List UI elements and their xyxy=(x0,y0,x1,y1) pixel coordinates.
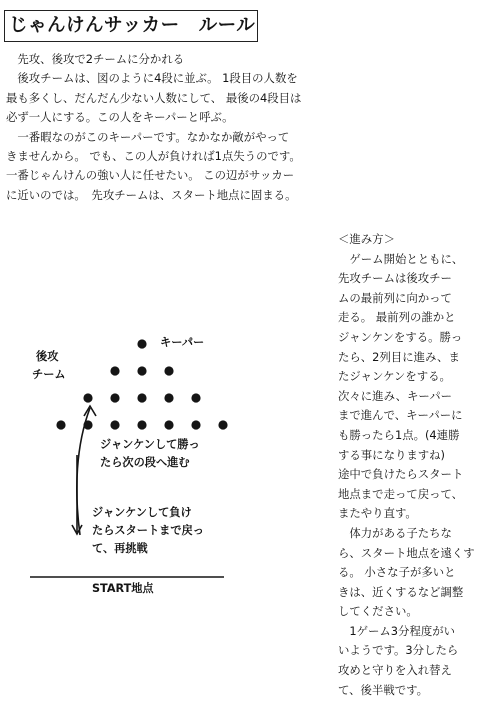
side-line: ゲーム開始とともに、 xyxy=(338,251,464,266)
lose-instruction-line-1: ジャンケンして負け xyxy=(92,506,192,519)
side-line: 攻めと守りを入れ替え xyxy=(338,663,452,678)
side-line: いようです。3分したら xyxy=(338,643,459,658)
side-line: きは、近くするなど調整 xyxy=(338,584,464,599)
player-dot xyxy=(110,366,119,375)
intro-text xyxy=(6,50,328,205)
side-line: ムの最前列に向かって xyxy=(338,290,452,305)
intro-line: 先攻、後攻で2チームに分かれる xyxy=(6,52,185,66)
lose-instruction-line-2: たらスタートまで戻っ xyxy=(92,524,204,537)
intro-line: 一番じゃんけんの強い人に任せたい。 この辺がサッカー xyxy=(6,168,295,183)
intro-line: きませんから。 でも、この人が負ければ1点失うのです。 xyxy=(6,149,301,164)
player-dot xyxy=(110,420,119,429)
side-line: 地点まで走って戻って、 xyxy=(338,486,464,501)
team-label-line-1: 後攻 xyxy=(36,350,59,363)
side-line: まで進んで、キーパーに xyxy=(338,408,463,423)
player-dot xyxy=(83,393,92,402)
player-dot xyxy=(191,420,200,429)
side-line: またやり直す。 xyxy=(338,506,417,521)
how-to-play-text xyxy=(338,230,478,700)
win-instruction-line-1: ジャンケンして勝っ xyxy=(100,438,200,451)
side-line: たら、2列目に進み、ま xyxy=(338,349,460,364)
side-line: ら、スタート地点を遠くす xyxy=(338,545,475,560)
player-dot xyxy=(191,393,200,402)
player-dot xyxy=(137,420,146,429)
side-line: たジャンケンをする。 xyxy=(338,369,451,384)
side-line: する事になりますね) xyxy=(338,447,445,462)
side-line: 体力がある子たちな xyxy=(338,525,452,540)
side-line: る。 小さな子が多いと xyxy=(338,565,456,580)
advance-arrowhead xyxy=(84,406,96,416)
intro-line: 後攻チームは、図のように4段に並ぶ。 1段目の人数を xyxy=(6,71,298,86)
intro-line: 必ず一人にする。この人をキーパーと呼ぶ。 xyxy=(6,110,234,125)
player-dot xyxy=(137,366,146,375)
player-dot xyxy=(56,420,65,429)
intro-line: 一番暇なのがこのキーパーです。なかなか敵がやって xyxy=(6,129,290,144)
win-instruction-line-2: たら次の段へ進む xyxy=(100,456,190,469)
team-label-line-2: チーム xyxy=(32,368,66,381)
keeper-dot xyxy=(137,339,146,348)
player-dot xyxy=(164,393,173,402)
player-dot xyxy=(164,420,173,429)
player-dot xyxy=(137,393,146,402)
player-dots xyxy=(56,339,227,429)
player-dot xyxy=(164,366,173,375)
intro-line: に近いのでは。 先攻チームは、スタート地点に固まる。 xyxy=(6,187,297,202)
keeper-label: キーパー xyxy=(160,336,205,349)
lose-instruction-line-3: て、再挑戦 xyxy=(92,542,148,555)
side-line: ジャンケンをする。勝っ xyxy=(338,329,463,344)
side-line: 次々に進み、キーパー xyxy=(338,388,453,403)
side-line: て、後半戦です。 xyxy=(338,682,428,697)
side-line: ＜進み方＞ xyxy=(338,232,395,246)
intro-line: 最も多くし、だんだん少ない人数にして、 最後の4段目は xyxy=(6,90,302,105)
side-line: してください。 xyxy=(338,604,418,619)
side-line: 先攻チームは後攻チー xyxy=(338,271,452,286)
side-line: 走る。 最前列の誰かと xyxy=(338,310,456,325)
side-line: 1ゲーム3分程度がい xyxy=(338,623,456,638)
page-title: じゃんけんサッカー ルール xyxy=(4,10,258,42)
player-dot xyxy=(218,420,227,429)
start-label: START地点 xyxy=(92,582,154,595)
side-line: も勝ったら1点。(4連勝 xyxy=(338,427,460,442)
side-line: 途中で負けたらスタート xyxy=(338,467,464,482)
player-dot xyxy=(110,393,119,402)
